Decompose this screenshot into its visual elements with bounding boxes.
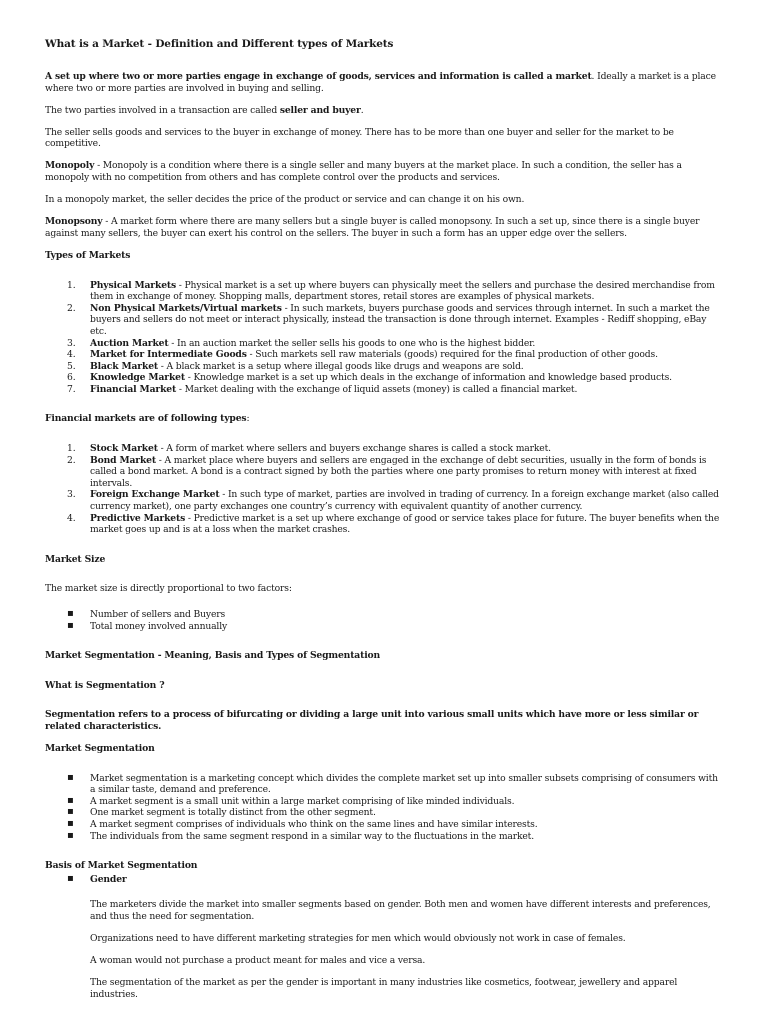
list-text: - Physical market is a set up where buyers can physically meet the sellers and purchase the desired merchandise from them in exchange of money. Shopping malls, department stores, retail stores are examples of physical markets. bbox=[90, 279, 715, 303]
financial-heading bbox=[45, 413, 724, 425]
monopoly-price-paragraph: In a monopoly market, the seller decides the price of the product or service and can change it on his own. bbox=[45, 194, 525, 206]
monopoly-paragraph bbox=[45, 160, 724, 183]
list-item: ▪ Market segmentation is a marketing concept which divides the complete market set up into smaller subsets comprising of consumers with a similar taste, demand and preference. bbox=[45, 773, 724, 796]
financial-heading-text: Financial markets are of following types bbox=[45, 413, 247, 425]
list-item bbox=[45, 280, 724, 303]
list-number: 3. bbox=[67, 337, 76, 349]
market-segmentation-list bbox=[45, 773, 724, 843]
gender-paragraph: Organizations need to have different marketing strategies for men which would obviously not work in case of females. bbox=[90, 933, 626, 945]
list-number: 5. bbox=[67, 360, 76, 372]
list-term: Financial Market bbox=[90, 383, 177, 395]
intro-paragraph bbox=[45, 71, 724, 94]
list-item bbox=[45, 338, 724, 350]
list-term: Non Physical Markets/Virtual markets bbox=[90, 302, 282, 314]
gender-paragraph: The segmentation of the market as per the gender is important in many industries like cosmetics, footwear, jewellery and apparel industries. bbox=[90, 977, 678, 1000]
monopsony-term: Monopsony bbox=[45, 216, 103, 228]
list-number: 3. bbox=[67, 489, 76, 501]
types-list bbox=[45, 280, 724, 396]
list-item: ▪ A market segment is a small unit within a large market comprising of like minded individuals. bbox=[45, 796, 724, 808]
parties-post: . bbox=[360, 104, 364, 116]
market-size-factors bbox=[45, 609, 724, 632]
intro-bold: A set up where two or more parties engage in exchange of goods, services and information is called a market bbox=[45, 71, 592, 82]
financial-list bbox=[45, 443, 724, 536]
list-text: - Predictive market is a set up where exchange of good or service takes place for future. The buyer benefits when the market goes up and is at a loss when the market crashes. bbox=[90, 512, 720, 536]
list-term: Auction Market bbox=[90, 337, 169, 349]
list-term: Foreign Exchange Market bbox=[90, 489, 220, 501]
monopoly-text: - Monopoly is a condition where there is a single seller and many buyers at the market place. In such a condition, the seller has a monopoly with no competition from others and has complete control over the products and services. bbox=[45, 160, 682, 184]
monopoly-term: Monopoly bbox=[45, 160, 95, 172]
list-text: - Market dealing with the exchange of liquid assets (money) is called a financial market. bbox=[176, 383, 578, 395]
list-item: ▪ Total money involved annually bbox=[45, 621, 724, 633]
list-term: Bond Market bbox=[90, 454, 156, 466]
list-text: - A black market is a setup where illegal goods like drugs and weapons are sold. bbox=[158, 360, 524, 372]
types-heading: Types of Markets bbox=[45, 249, 131, 261]
basis-list bbox=[45, 874, 724, 886]
list-number: 1. bbox=[67, 279, 76, 291]
list-text: - A market place where buyers and sellers are engaged in the exchange of debt securities, usually in the form of bonds is called a bond market. A bond is a contract signed by both the parties where one party promises to return money with interest at fixed intervals. bbox=[90, 454, 707, 489]
list-item bbox=[45, 349, 724, 361]
list-item: ▪ A market segment comprises of individuals who think on the same lines and have similar interests. bbox=[45, 819, 724, 831]
list-term: Knowledge Market bbox=[90, 372, 185, 384]
list-number: 2. bbox=[67, 302, 76, 314]
gender-paragraph: The marketers divide the market into smaller segments based on gender. Both men and women have different interests and preferences, and thus the need for segmentation. bbox=[90, 899, 711, 922]
list-text: - In such markets, buyers purchase goods and services through internet. In such a market the buyers and sellers do not meet or interact physically, instead the transaction is done through internet. Examples - Rediff shopping, eBay etc. bbox=[90, 302, 710, 337]
list-item: ▪ Number of sellers and Buyers bbox=[45, 609, 724, 621]
list-item: ▪ The individuals from the same segment respond in a similar way to the fluctuations in the market. bbox=[45, 831, 724, 843]
segmentation-title: Market Segmentation - Meaning, Basis and Types of Segmentation bbox=[45, 650, 381, 662]
list-text: - In such type of market, parties are involved in trading of currency. In a foreign exchange market (also called currency market), one party exchanges one country’s currency with equivalent quantity of another currency. bbox=[90, 489, 719, 513]
basis-heading: Basis of Market Segmentation bbox=[45, 860, 198, 872]
market-segmentation-heading: Market Segmentation bbox=[45, 743, 155, 755]
monopsony-text: - A market form where there are many sellers but a single buyer is called monopsony. In such a set up, since there is a single buyer against many sellers, the buyer can exert his control on the sellers. The buyer in such a form has an upper edge over the sellers. bbox=[45, 216, 700, 239]
list-item bbox=[45, 489, 724, 512]
market-size-heading: Market Size bbox=[45, 553, 106, 565]
intro-rest: . Ideally a market is a place where two or more parties are involved in buying and selling. bbox=[45, 71, 716, 94]
list-number: 7. bbox=[67, 383, 76, 395]
list-item bbox=[45, 303, 724, 338]
list-term: Market for Intermediate Goods bbox=[90, 349, 247, 361]
list-number: 2. bbox=[67, 454, 76, 466]
list-number: 1. bbox=[67, 443, 76, 455]
list-number: 6. bbox=[67, 372, 76, 384]
gender-label: ▪ Gender bbox=[45, 874, 724, 886]
list-item bbox=[45, 455, 724, 490]
list-item bbox=[45, 513, 724, 536]
financial-heading-colon: : bbox=[246, 413, 250, 425]
list-item bbox=[45, 361, 724, 373]
list-number: 4. bbox=[67, 512, 76, 524]
segmentation-definition: Segmentation refers to a process of bifurcating or dividing a large unit into various small units which have more or less similar or related characteristics. bbox=[45, 709, 699, 732]
parties-bold: seller and buyer bbox=[279, 104, 361, 116]
list-text: - Knowledge market is a set up which deals in the exchange of information and knowledge based products. bbox=[184, 372, 672, 384]
monopsony-paragraph bbox=[45, 216, 724, 239]
seller-paragraph: The seller sells goods and services to the buyer in exchange of money. There has to be more than one buyer and seller for the market to be competitive. bbox=[45, 126, 674, 150]
list-text: - In an auction market the seller sells his goods to one who is the highest bidder. bbox=[168, 337, 536, 349]
list-item bbox=[45, 384, 724, 396]
gender-paragraph: A woman would not purchase a product meant for males and vice a versa. bbox=[90, 955, 426, 967]
list-item bbox=[45, 443, 724, 455]
list-text: - Such markets sell raw materials (goods) required for the final production of other goods. bbox=[246, 349, 658, 361]
page-title: What is a Market - Definition and Different types of Markets bbox=[45, 38, 394, 50]
list-item bbox=[45, 372, 724, 384]
list-text: - A form of market where sellers and buyers exchange shares is called a stock market. bbox=[157, 443, 551, 455]
list-item: ▪ One market segment is totally distinct from the other segment. bbox=[45, 807, 724, 819]
gender-section bbox=[45, 899, 724, 1000]
list-term: Stock Market bbox=[90, 443, 158, 455]
list-number: 4. bbox=[67, 349, 76, 361]
list-term: Physical Markets bbox=[90, 279, 177, 291]
what-is-segmentation-heading: What is Segmentation ? bbox=[45, 679, 165, 691]
market-size-paragraph: The market size is directly proportional to two factors: bbox=[45, 583, 292, 595]
list-term: Black Market bbox=[90, 360, 158, 372]
list-term: Predictive Markets bbox=[90, 512, 186, 524]
parties-pre: The two parties involved in a transaction are called bbox=[45, 104, 280, 116]
parties-paragraph bbox=[45, 105, 724, 117]
